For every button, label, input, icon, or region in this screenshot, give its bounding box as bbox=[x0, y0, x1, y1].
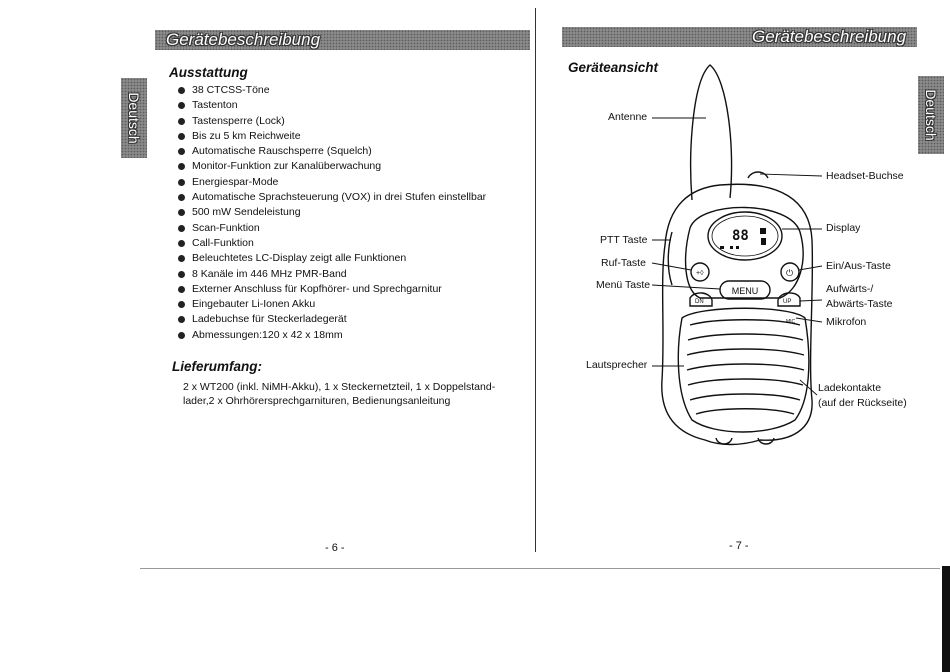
right-side-tab-label: Deutsch bbox=[923, 89, 939, 141]
label-call: Ruf-Taste bbox=[601, 257, 646, 269]
label-speaker: Lautsprecher bbox=[586, 359, 648, 371]
list-item: Scan-Funktion bbox=[178, 221, 486, 236]
svg-text:+◊: +◊ bbox=[696, 270, 704, 277]
label-mic: Mikrofon bbox=[826, 316, 867, 328]
list-item: Externer Anschluss für Kopfhörer- und Sprechgarnitur bbox=[178, 282, 486, 297]
left-header-title: Gerätebeschreibung bbox=[166, 30, 321, 49]
mic-leader bbox=[796, 318, 822, 322]
list-item: Automatische Rauschsperre (Squelch) bbox=[178, 144, 486, 159]
mic-mark-text: MIC bbox=[786, 319, 796, 325]
list-item: Ladebuchse für Steckerladegerät bbox=[178, 312, 486, 327]
list-item: Eingebauter Li-Ionen Akku bbox=[178, 297, 486, 312]
label-down: Abwärts-Taste bbox=[826, 298, 893, 310]
up-button-text: UP bbox=[783, 299, 792, 305]
label-up: Aufwärts-/ bbox=[826, 283, 874, 295]
label-menu: Menü Taste bbox=[596, 279, 651, 291]
device-view-title: Geräteansicht bbox=[568, 60, 659, 75]
list-item: Monitor-Funktion zur Kanalüberwachung bbox=[178, 159, 486, 174]
label-antenna: Antenne bbox=[608, 111, 648, 123]
features-title: Ausstattung bbox=[169, 65, 248, 80]
list-item: Abmessungen:120 x 42 x 18mm bbox=[178, 328, 486, 343]
up-down-leader bbox=[800, 300, 822, 301]
list-item: Beleuchtetes LC-Display zeigt alle Funktionen bbox=[178, 251, 486, 266]
right-page-number: - 7 - bbox=[729, 540, 749, 552]
left-page-number: - 6 - bbox=[325, 542, 345, 554]
label-power: Ein/Aus-Taste bbox=[826, 260, 891, 272]
svg-text:⏻: ⏻ bbox=[786, 268, 794, 278]
delivery-text: 2 x WT200 (inkl. NiMH-Akku), 1 x Steckernetzteil, 1 x Doppelstand-lader,2 x Ohrhörersprechgarnituren, Bedienungsanleitung bbox=[183, 381, 496, 407]
display-digits: 88 bbox=[732, 228, 749, 244]
left-side-tab-label: Deutsch bbox=[126, 92, 142, 144]
list-item: Bis zu 5 km Reichweite bbox=[178, 129, 486, 144]
list-item: Call-Funktion bbox=[178, 236, 486, 251]
list-item: Energiespar-Mode bbox=[178, 175, 486, 190]
contacts-leader bbox=[800, 380, 817, 395]
list-item: 38 CTCSS-Töne bbox=[178, 83, 486, 98]
face-panel bbox=[686, 207, 803, 298]
label-ptt: PTT Taste bbox=[600, 234, 648, 246]
bottom-rule bbox=[140, 568, 940, 569]
label-contacts-note: (auf der Rückseite) bbox=[818, 397, 907, 409]
list-item: Tastenton bbox=[178, 98, 486, 113]
label-display: Display bbox=[826, 222, 861, 234]
headset-jack-shape bbox=[748, 172, 768, 178]
list-item: Tastensperre (Lock) bbox=[178, 114, 486, 129]
headset-leader bbox=[760, 174, 822, 176]
right-header-title: Gerätebeschreibung bbox=[752, 27, 907, 46]
list-item: 500 mW Sendeleistung bbox=[178, 205, 486, 220]
menu-button-text: MENU bbox=[731, 286, 759, 296]
label-headset: Headset-Buchse bbox=[826, 170, 904, 182]
scan-edge-shadow bbox=[942, 566, 950, 672]
list-item: Automatische Sprachsteuerung (VOX) in drei Stufen einstellbar bbox=[178, 190, 486, 205]
list-item: 8 Kanäle im 446 MHz PMR-Band bbox=[178, 267, 486, 282]
delivery-title: Lieferumfang: bbox=[172, 359, 263, 374]
label-contacts: Ladekontakte bbox=[818, 382, 882, 394]
antenna-shape bbox=[691, 65, 732, 200]
dn-button-text: DN bbox=[695, 299, 704, 305]
